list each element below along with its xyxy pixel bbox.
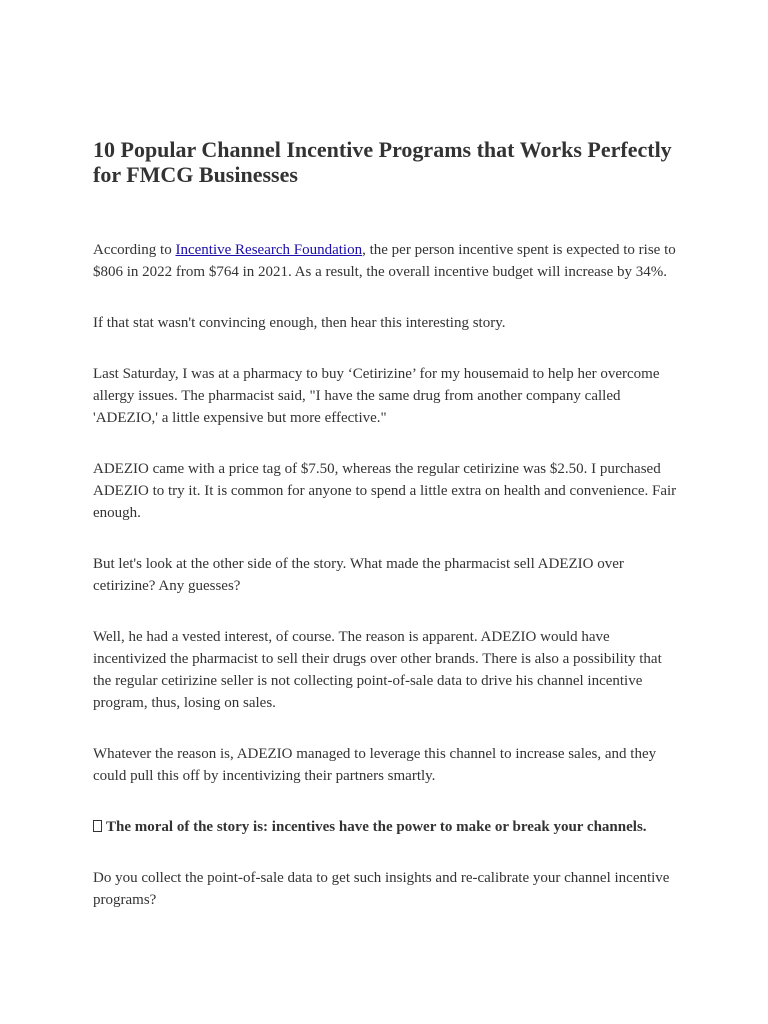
incentive-research-foundation-link[interactable]: Incentive Research Foundation	[175, 242, 363, 258]
document-page	[93, 137, 683, 940]
paragraph-price-comparison: ADEZIO came with a price tag of $7.50, whereas the regular cetirizine was $2.50. I purchased ADEZIO to try it. It is common for anyone to spend a little extra on health and convenience. Fair enough.	[93, 461, 677, 521]
paragraph-pharmacy-story: Last Saturday, I was at a pharmacy to buy ‘Cetirizine’ for my housemaid to help her overcome allergy issues. The pharmacist said, "I have the same drug from another company called 'ADEZIO,' a little expensive but more effective."	[93, 366, 660, 426]
intro-text-after-link: , the per person incentive spent is expected to rise to $806 in 2022 from $764 in 2021. As a result, the overall incentive budget will increase by 34%.	[93, 242, 676, 280]
article-body	[93, 239, 683, 911]
paragraph-stat: If that stat wasn't convincing enough, then hear this interesting story.	[93, 315, 506, 331]
moral-paragraph	[93, 816, 683, 838]
paragraph-leverage-channel: Whatever the reason is, ADEZIO managed to leverage this channel to increase sales, and they could pull this off by incentivizing their partners smartly.	[93, 746, 657, 784]
article-title: 10 Popular Channel Incentive Programs that Works Perfectly for FMCG Businesses	[93, 137, 672, 187]
intro-paragraph	[93, 239, 683, 283]
moral-text: The moral of the story is: incentives have the power to make or break your channels.	[106, 819, 647, 835]
closing-paragraph: Do you collect the point-of-sale data to get such insights and re-calibrate your channel incentive programs?	[93, 870, 670, 908]
paragraph-vested-interest: Well, he had a vested interest, of course. The reason is apparent. ADEZIO would have incentivized the pharmacist to sell their drugs over other brands. There is also a possibility that the regular cetirizine seller is not collecting point-of-sale data to drive his channel incentive program, thus, losing on sales.	[93, 629, 662, 711]
intro-text-before-link: According to	[93, 242, 176, 258]
paragraph-other-side: But let's look at the other side of the story. What made the pharmacist sell ADEZIO over cetirizine? Any guesses?	[93, 556, 624, 594]
missing-glyph-icon	[93, 820, 102, 832]
